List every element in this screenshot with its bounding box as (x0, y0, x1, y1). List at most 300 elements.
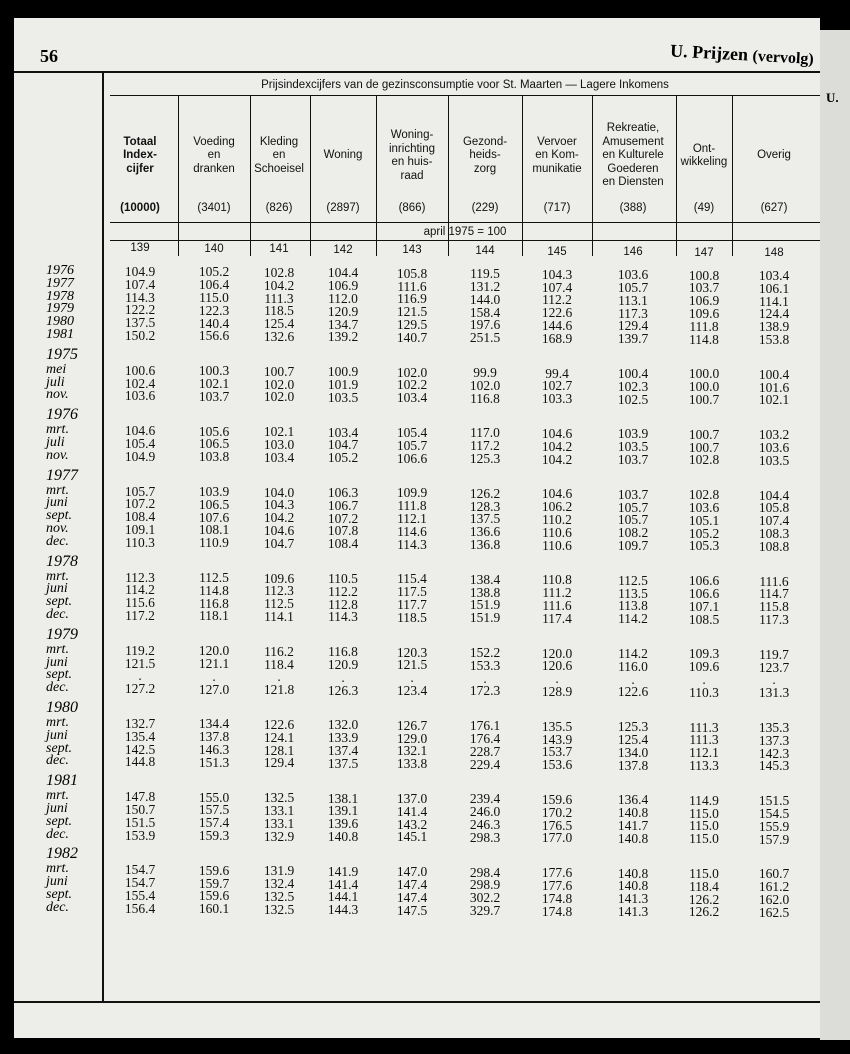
table-cell: 146.3 (198, 742, 230, 758)
table-cell: 103.4 (758, 268, 790, 284)
table-cell: 159.6 (541, 791, 573, 807)
table-cell: 111.6 (759, 573, 789, 589)
table-cell: 141.7 (617, 817, 649, 833)
column-header (523, 136, 591, 177)
table-cell: 102.5 (617, 391, 649, 407)
table-cell: 102.8 (688, 452, 720, 468)
column-header-line: Rekreatie, (606, 122, 660, 135)
table-cell: 139.6 (327, 816, 359, 832)
table-cell: 102.4 (124, 375, 156, 391)
table-cell: 134.7 (327, 316, 359, 332)
table-cell: 115.0 (689, 866, 719, 881)
table-cell: 142.3 (758, 745, 790, 761)
table-cell: 109.3 (688, 646, 720, 662)
table-cell: 157.9 (758, 831, 790, 847)
table-cell: 137.8 (198, 729, 230, 745)
table-cell: 112.1 (689, 745, 719, 761)
column-weight: (388) (619, 202, 647, 214)
table-cell: 100.7 (688, 439, 720, 455)
column-header (736, 149, 812, 163)
table-cell: 121.5 (124, 655, 156, 671)
table-cell: 159.3 (198, 828, 230, 844)
table-cell: 117.4 (542, 610, 572, 626)
table-cell: 103.6 (688, 500, 720, 515)
table-cell: 103.5 (758, 452, 790, 468)
table-cell: 106.4 (198, 277, 230, 293)
column-header-line: inrichting (388, 142, 436, 155)
table-cell: 106.2 (541, 499, 573, 515)
row-label: juli (46, 435, 65, 450)
table-cell: 139.7 (617, 331, 649, 347)
table-cell: 113.1 (618, 292, 648, 308)
table-cell: 103.6 (124, 388, 156, 404)
table-cell: 102.7 (541, 378, 573, 394)
table-cell: 138.1 (327, 790, 359, 806)
table-cell: 110.6 (542, 524, 572, 540)
table-cell: 246.3 (469, 817, 501, 833)
table-cell: 140.8 (617, 830, 649, 846)
table-cell: 155.0 (198, 789, 230, 805)
table-cell: 122.2 (124, 302, 156, 318)
table-cell: 136.8 (469, 537, 501, 553)
column-weight: (49) (693, 202, 715, 214)
table-cell: 170.2 (541, 804, 573, 820)
table-cell: 105.7 (617, 279, 649, 295)
row-label: juni (46, 727, 68, 743)
table-cell: 298.3 (469, 829, 501, 845)
table-cell: 132.7 (124, 716, 156, 731)
table-cell: 139.1 (327, 803, 359, 819)
table-cell: 127.2 (124, 681, 156, 697)
table-cell: 150.7 (124, 802, 156, 817)
table-cell: 107.1 (688, 598, 720, 614)
table-cell: 102.8 (688, 487, 720, 503)
table-cell: 103.9 (198, 484, 230, 500)
column-header-line: Ont- (692, 142, 716, 155)
row-label: sept. (46, 887, 73, 902)
table-cell: 119.5 (470, 266, 500, 282)
table-cell: 137.3 (758, 732, 790, 748)
column-index-number: 140 (204, 242, 224, 255)
base-period: april 1975 = 100 (423, 226, 507, 238)
table-cell: 100.7 (263, 363, 295, 379)
table-cell: 131.9 (263, 863, 295, 879)
section-subtitle: (vervolg) (752, 47, 815, 68)
table-cell: 118.5 (397, 609, 427, 625)
table-cell: 111.6 (542, 597, 572, 613)
column-header-line: cijfer (126, 162, 154, 175)
column-header (449, 136, 521, 177)
table-cell: 114.7 (759, 586, 789, 602)
table-cell: 105.2 (688, 525, 720, 541)
table-cell: 103.7 (617, 486, 649, 502)
table-cell: 104.6 (541, 486, 573, 502)
table-cell: 153.3 (469, 657, 501, 673)
table-cell: 122.3 (198, 302, 230, 318)
table-cell: 102.1 (758, 392, 790, 408)
table-cell: 153.9 (124, 827, 156, 843)
table-cell: 138.4 (469, 571, 501, 587)
table-cell: 141.9 (327, 863, 359, 879)
table-cell: 132.5 (263, 790, 295, 806)
table-cell: 103.7 (198, 388, 230, 404)
table-cell: 129.4 (263, 755, 295, 771)
column-header (104, 136, 176, 177)
table-cell: 155.4 (124, 888, 156, 903)
table-cell: 114.8 (199, 582, 229, 598)
column-header-line: Overig (757, 149, 791, 162)
table-cell: 114.2 (125, 582, 155, 598)
table-cell: 176.4 (469, 731, 501, 747)
table-cell: 126.7 (396, 717, 428, 733)
table-cell: 228.7 (469, 743, 501, 759)
table-cell: 112.5 (199, 570, 229, 586)
column-header (249, 136, 309, 177)
table-cell: 140.8 (617, 878, 649, 894)
table-cell: 105.2 (198, 264, 230, 280)
table-cell: 115.6 (125, 595, 155, 611)
table-cell: 160.1 (198, 901, 230, 917)
table-cell: 107.4 (541, 279, 573, 295)
table-cell: 110.6 (542, 537, 572, 553)
table-cell: 177.6 (541, 865, 573, 881)
table-cell: 117.2 (125, 608, 155, 623)
table-cell: 141.3 (617, 891, 649, 907)
table-cell: 100.4 (617, 365, 649, 381)
column-header (179, 136, 249, 177)
table-cell: 159.7 (198, 875, 230, 891)
table-cell: 135.5 (541, 718, 573, 734)
table-title: Prijsindexcijfers van de gezinsconsumptie voor St. Maarten — Lagere Inkomens (261, 79, 669, 91)
table-cell: 120.0 (541, 645, 573, 661)
table-cell: . (555, 671, 559, 687)
page-number: 56 (40, 46, 58, 66)
table-cell: 106.5 (198, 496, 230, 512)
table-cell: . (341, 669, 345, 685)
column-index-number: 141 (269, 243, 289, 256)
table-cell: 100.7 (688, 392, 720, 407)
column-header-line: en Kom- (535, 149, 579, 162)
table-cell: 107.6 (198, 509, 230, 525)
table-cell: 114.2 (618, 645, 648, 661)
table-cell: 168.9 (541, 330, 573, 346)
table-cell: 239.4 (469, 791, 501, 807)
table-cell: 126.2 (469, 485, 501, 501)
table-cell: 111.3 (264, 290, 294, 306)
table-cell: 132.4 (263, 876, 295, 892)
column-header-line: en Diensten (602, 176, 664, 189)
table-cell: . (277, 669, 281, 685)
table-cell: 153.7 (541, 744, 573, 760)
table-cell: 103.4 (327, 424, 359, 440)
table-cell: 116.2 (264, 643, 294, 659)
table-cell: 120.0 (198, 643, 230, 659)
table-cell: 107.2 (124, 496, 156, 512)
table-cell: 135.4 (124, 728, 156, 744)
table-cell: 105.2 (327, 450, 359, 466)
table-cell: 107.2 (327, 510, 359, 526)
table-cell: 329.7 (469, 903, 501, 919)
table-cell: 102.0 (469, 377, 501, 393)
table-cell: 105.1 (688, 512, 720, 528)
column-weight: (229) (471, 202, 499, 214)
column-index-number: 146 (623, 246, 643, 259)
table-cell: 125.4 (263, 316, 295, 332)
table-cell: 109.9 (396, 485, 428, 501)
table-cell: 108.4 (327, 536, 359, 552)
table-cell: 116.0 (618, 658, 648, 674)
row-label: dec. (46, 753, 69, 769)
table-cell: 135.3 (758, 720, 790, 736)
table-cell: 117.0 (470, 425, 500, 441)
row-label: mei (46, 361, 67, 377)
table-cell: 151.3 (198, 754, 230, 770)
table-cell: 122.6 (541, 305, 573, 321)
row-label: juni (46, 654, 68, 670)
table-cell: 112.3 (125, 569, 155, 585)
row-label: nov. (46, 387, 69, 403)
column-weight: (717) (543, 202, 571, 214)
column-weight: (10000) (120, 202, 160, 214)
table-cell: 105.8 (758, 500, 790, 516)
table-cell: 106.6 (396, 450, 428, 466)
column-weight: (627) (760, 202, 788, 214)
table-cell: 108.1 (198, 522, 230, 538)
top-rule (14, 71, 820, 73)
table-cell: 105.3 (688, 538, 720, 554)
table-cell: 109.6 (688, 306, 720, 321)
table-cell: 113.8 (618, 598, 648, 614)
table-cell: 103.8 (198, 449, 230, 465)
table-cell: 104.3 (541, 266, 573, 282)
table-cell: 101.9 (327, 376, 359, 392)
table-cell: 158.4 (469, 304, 501, 320)
table-cell: 133.1 (263, 815, 295, 831)
table-cell: 120.6 (541, 658, 573, 674)
column-header-line: Totaal (123, 135, 157, 148)
table-cell: 112.0 (328, 290, 358, 306)
row-label: sept. (46, 667, 73, 683)
year-group-label: 1978 (46, 552, 78, 570)
table-cell: 151.9 (469, 610, 501, 626)
table-cell: 125.3 (469, 451, 501, 467)
section-header (670, 40, 815, 68)
table-cell: 174.8 (541, 903, 573, 919)
row-label: dec. (46, 533, 69, 549)
table-cell: 154.5 (758, 806, 790, 822)
table-cell: 100.3 (198, 363, 230, 379)
table-cell: 126.2 (688, 904, 720, 920)
table-cell: 103.6 (617, 267, 649, 283)
table-cell: 114.3 (397, 536, 427, 552)
table-cell: 105.4 (124, 436, 156, 451)
table-cell: 298.4 (469, 864, 501, 880)
table-cell: 114.2 (618, 611, 648, 627)
table-cell: 302.2 (469, 890, 501, 906)
table-cell: 120.9 (327, 303, 359, 319)
table-cell: 116.8 (470, 390, 500, 406)
table-cell: 100.8 (688, 267, 720, 283)
table-cell: 104.7 (263, 535, 295, 551)
table-cell: 102.0 (396, 364, 428, 380)
year-group-label: 1980 (46, 699, 78, 716)
table-cell: 154.7 (124, 862, 156, 878)
table-cell: 114.1 (759, 293, 789, 309)
table-cell: 162.0 (758, 892, 790, 908)
column-header-line: en (207, 149, 221, 162)
table-cell: 104.2 (541, 451, 573, 467)
column-header-line: en (272, 149, 286, 162)
table-cell: 115.0 (689, 818, 719, 834)
table-cell: 100.0 (688, 379, 720, 395)
table-cell: 140.8 (617, 865, 649, 881)
table-cell: 134.4 (198, 716, 230, 732)
column-header-line: en huis- (391, 156, 433, 168)
row-label: 1980 (46, 314, 74, 330)
column-header (377, 129, 447, 183)
table-cell: 132.5 (263, 888, 295, 904)
table-cell: 136.4 (617, 792, 649, 808)
table-cell: 125.4 (617, 731, 649, 747)
table-cell: 106.1 (758, 280, 790, 296)
table-cell: 174.8 (541, 890, 573, 906)
table-cell: 111.3 (689, 719, 719, 735)
table-cell: 151.5 (124, 814, 156, 830)
table-cell: . (702, 672, 706, 687)
table-cell: 102.0 (263, 376, 295, 392)
table-cell: 137.0 (396, 791, 428, 806)
table-cell: 147.5 (396, 902, 428, 918)
table-cell: 112.8 (328, 596, 358, 612)
table-cell: 114.1 (264, 608, 294, 624)
table-cell: 104.6 (124, 423, 156, 439)
table-cell: 114.3 (125, 289, 155, 305)
column-index-number: 144 (475, 245, 495, 257)
column-header-line: heids- (469, 149, 501, 162)
table-cell: 133.8 (396, 756, 428, 772)
table-cell: 144.1 (327, 889, 359, 905)
table-cell: 106.9 (688, 293, 720, 309)
table-cell: 112.5 (264, 596, 294, 612)
table-cell: 115.0 (689, 805, 719, 821)
table-cell: 105.7 (617, 499, 649, 515)
table-cell: 176.1 (469, 718, 501, 734)
table-cell: 137.5 (327, 755, 359, 771)
table-cell: 104.2 (263, 277, 295, 293)
row-label: juni (46, 581, 68, 597)
table-cell: 140.7 (396, 329, 428, 345)
table-cell: 114.3 (328, 609, 358, 625)
table-cell: 107.4 (758, 513, 790, 529)
row-label: dec. (46, 899, 69, 915)
table-cell: 137.4 (327, 742, 359, 758)
column-header (592, 122, 674, 190)
next-page-header: U. (826, 90, 839, 105)
table-cell: 103.4 (396, 390, 428, 406)
table-cell: 132.0 (327, 717, 359, 733)
table-cell: 142.5 (124, 741, 156, 757)
table-cell: 100.0 (688, 366, 720, 382)
column-header-line: Amusement (602, 135, 664, 148)
table-cell: 103.5 (617, 439, 649, 455)
table-cell: 144.3 (327, 902, 359, 918)
table-cell: 106.3 (327, 484, 359, 500)
row-label: juni (46, 874, 68, 890)
table-cell: 100.4 (758, 366, 790, 382)
table-cell: 147.8 (124, 789, 156, 805)
table-cell: 102.8 (263, 264, 295, 280)
table-cell: 134.0 (617, 744, 649, 760)
table-cell: 109.1 (124, 522, 156, 537)
table-cell: 126.3 (327, 682, 359, 698)
table-cell: 131.3 (758, 685, 790, 701)
table-cell: 111.3 (689, 732, 719, 748)
table-cell: 106.5 (198, 436, 230, 452)
table-cell: 144.8 (124, 754, 156, 770)
table-cell: 120.3 (396, 644, 428, 660)
table-cell: 153.6 (541, 757, 573, 773)
table-cell: 140.8 (617, 805, 649, 821)
table-cell: 120.9 (327, 656, 359, 672)
table-cell: 156.4 (124, 900, 156, 916)
table-cell: 139.2 (327, 329, 359, 345)
table-cell: 114.8 (689, 331, 719, 347)
table-cell: 132.5 (263, 901, 295, 917)
column-header-line: wikkeling (680, 156, 728, 168)
table-cell: 156.6 (198, 328, 230, 344)
table-cell: 141.4 (396, 803, 428, 819)
table-cell: 118.4 (264, 656, 294, 672)
table-cell: 147.4 (396, 877, 428, 892)
table-cell: 151.5 (758, 793, 790, 809)
table-cell: 136.6 (469, 524, 501, 540)
table-cell: 99.9 (473, 365, 497, 381)
table-cell: 126.2 (688, 891, 720, 907)
table-cell: 177.6 (541, 877, 573, 893)
table-cell: 172.3 (469, 683, 501, 699)
row-label: 1977 (46, 275, 74, 291)
table-cell: 112.3 (264, 583, 294, 599)
table-cell: 137.5 (469, 511, 501, 527)
table-cell: 131.2 (469, 279, 501, 295)
table-cell: 108.4 (124, 509, 156, 525)
column-header-line: zorg (473, 162, 497, 175)
table-cell: 153.8 (758, 332, 790, 348)
table-cell: 117.7 (397, 597, 427, 612)
table-cell: 107.4 (124, 276, 156, 292)
table-cell: 137.8 (617, 757, 649, 773)
table-cell: 102.2 (396, 377, 428, 393)
row-label: mrt. (46, 861, 69, 877)
table-cell: 116.8 (328, 644, 358, 660)
table-cell: 104.0 (263, 484, 295, 500)
section-title: U. Prijzen (669, 40, 749, 65)
table-cell: 102.3 (617, 378, 649, 394)
row-label: 1978 (46, 288, 74, 304)
table-cell: 114.9 (689, 792, 719, 808)
table-cell: 100.7 (688, 426, 720, 442)
table-cell: 106.6 (688, 586, 720, 601)
table-cell: 115.8 (759, 599, 789, 615)
table-cell: 113.3 (689, 758, 719, 773)
column-header-line: munikatie (532, 162, 582, 175)
table-cell: 176.5 (541, 817, 573, 833)
table-cell: 104.2 (541, 438, 573, 454)
table-cell: 129.5 (396, 317, 428, 332)
table-cell: 101.6 (758, 379, 790, 395)
column-index-number: 143 (402, 244, 422, 257)
table-cell: 103.6 (758, 440, 790, 456)
